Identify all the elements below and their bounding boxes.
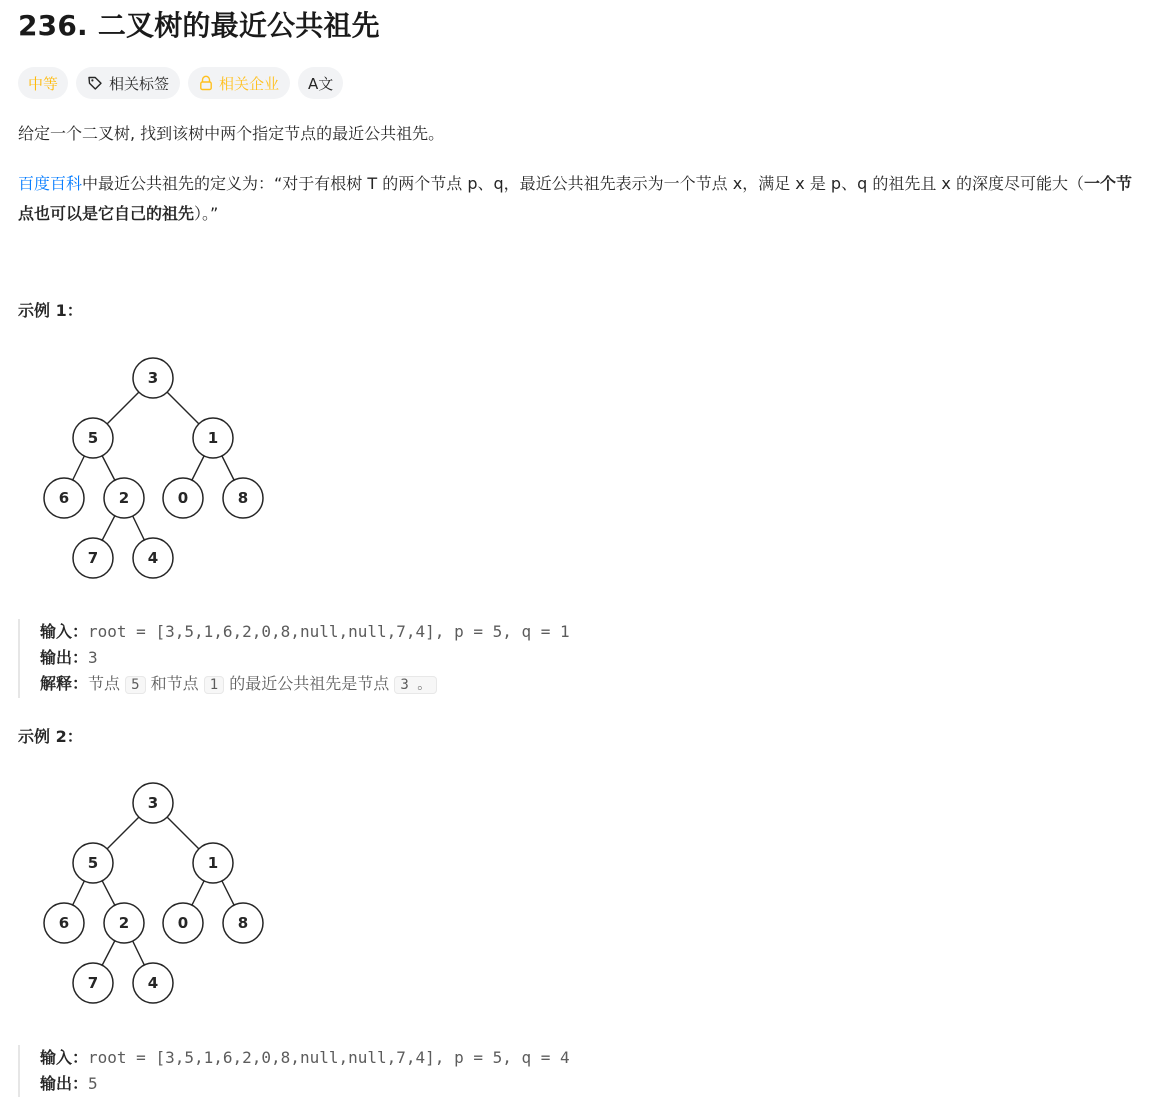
tree-node [133,783,173,823]
input-label: 输入： [40,622,89,641]
output-value: 3 [88,648,98,667]
svg-text:0: 0 [177,489,189,507]
explain-text: 的最近公共祖先是节点 [224,674,395,693]
svg-text:7: 7 [87,974,99,992]
svg-text:8: 8 [237,914,249,932]
svg-text:6: 6 [58,489,70,507]
tree-node [193,843,233,883]
inline-code: 3 。 [394,676,437,694]
svg-text:5: 5 [87,429,99,447]
input-value: root = [3,5,1,6,2,0,8,null,null,7,4], p = 5, q = 1 [88,622,570,641]
definition-text-1: 中最近公共祖先的定义为：“对于有根树 T 的两个节点 p、q，最近公共祖先表示为一个节点 x，满足 x 是 p、q 的祖先且 x 的深度尽可能大（ [82,174,1084,193]
explain-text: 和节点 [145,674,204,693]
tree-node [73,843,113,883]
definition-bold: 一个节点也可以是它自己的祖先 [18,174,1132,223]
svg-text:3: 3 [147,794,159,812]
svg-text:1: 1 [207,854,219,872]
problem-title: 236. 二叉树的最近公共祖先 [18,9,380,42]
explain-text: 节点 [88,674,126,693]
tree-node [133,538,173,578]
output-value: 5 [88,1074,98,1093]
output-label: 输出： [40,648,89,667]
svg-text:1: 1 [207,429,219,447]
example-input-line [40,619,570,645]
tree-node [163,478,203,518]
svg-text:2: 2 [118,489,130,507]
inline-code: 1 [204,676,224,694]
tree-node [73,418,113,458]
tree-node [133,963,173,1003]
definition-text-2: ）。” [194,204,219,223]
translate-icon: A文 [308,74,334,93]
svg-text:4: 4 [147,974,159,992]
tree-node [223,478,263,518]
tree-node [73,538,113,578]
example-2-tree-diagram [40,777,280,1017]
svg-text:5: 5 [87,854,99,872]
input-value: root = [3,5,1,6,2,0,8,null,null,7,4], p = 5, q = 4 [88,1048,570,1067]
translate-button[interactable] [298,67,343,99]
tree-node [44,478,84,518]
example-1-tree-diagram [40,352,280,592]
example-output-line [40,1071,570,1097]
tag-icon [87,75,103,91]
inline-code: 5 [125,676,145,694]
svg-text:3: 3 [147,369,159,387]
tree-node [44,903,84,943]
svg-text:7: 7 [87,549,99,567]
difficulty-badge[interactable]: 中等 [18,67,68,99]
svg-text:2: 2 [118,914,130,932]
example-2-io-block [18,1045,570,1097]
lock-icon [199,75,213,91]
explain-label: 解释： [40,674,89,693]
example-1-title: 示例 1： [18,301,83,320]
tag-bar [18,67,343,99]
tree-node [163,903,203,943]
output-label: 输出： [40,1074,89,1093]
description-intro: 给定一个二叉树, 找到该树中两个指定节点的最近公共祖先。 [18,124,445,143]
tree-node [133,358,173,398]
input-label: 输入： [40,1048,89,1067]
svg-text:8: 8 [237,489,249,507]
tree-node [223,903,263,943]
related-tags-label: 相关标签 [109,74,170,93]
example-explain-line [40,671,570,698]
tree-node [104,478,144,518]
description-definition [18,169,1133,229]
example-2-title: 示例 2： [18,727,83,746]
tree-node [104,903,144,943]
example-1-io-block [18,619,570,698]
related-companies-button[interactable] [188,67,290,99]
related-tags-button[interactable] [76,67,180,99]
example-output-line [40,645,570,671]
example-input-line [40,1045,570,1071]
svg-text:6: 6 [58,914,70,932]
related-companies-label: 相关企业 [219,74,280,93]
svg-text:0: 0 [177,914,189,932]
svg-text:4: 4 [147,549,159,567]
tree-node [193,418,233,458]
baidu-baike-link[interactable]: 百度百科 [18,174,83,193]
tree-node [73,963,113,1003]
